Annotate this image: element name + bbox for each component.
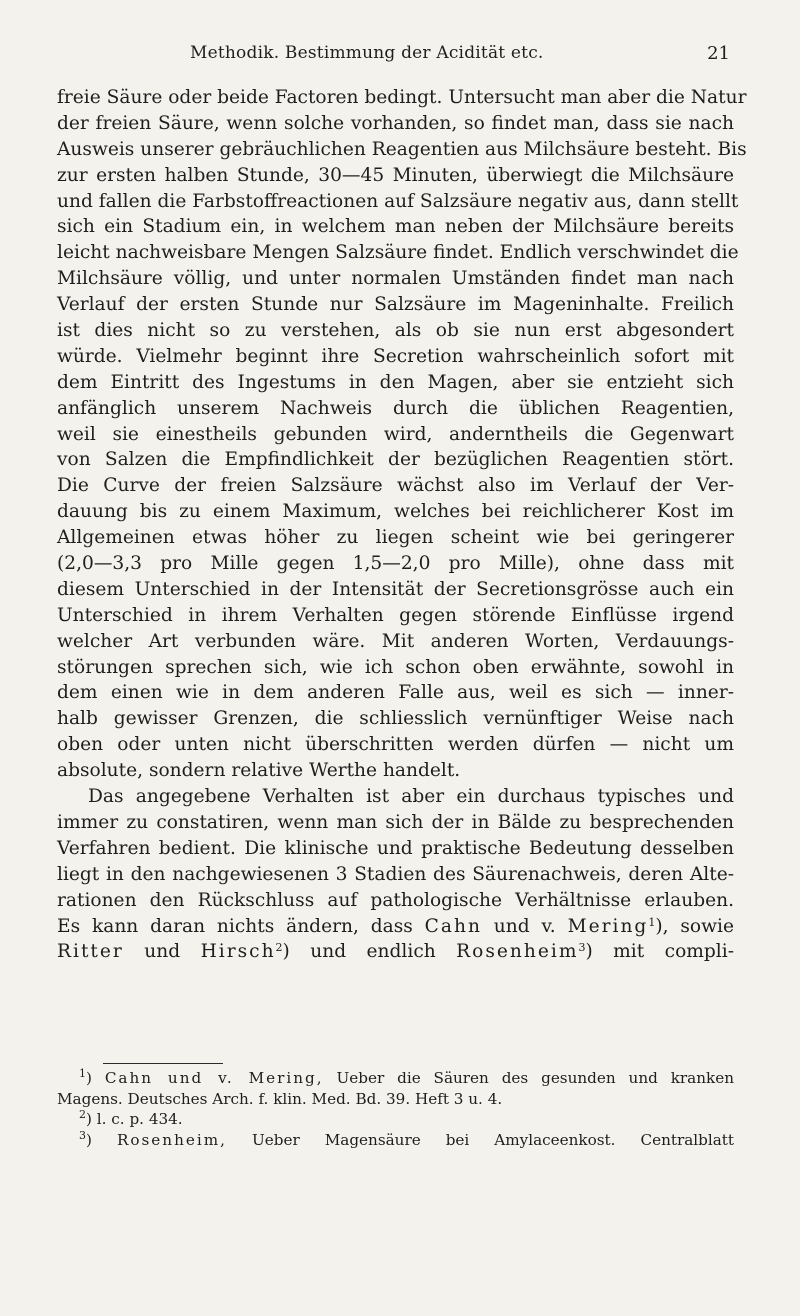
text-line: immer zu constatiren, wenn man sich der in Bälde zu besprechenden [57, 811, 734, 833]
text-line: dem Eintritt des Ingestums in den Magen, aber sie entzieht sich [57, 371, 734, 393]
footnote-2: $^2$) l. c. p. 434. [79, 1108, 183, 1128]
text-line: dem einen wie in dem anderen Falle aus, weil es sich — inner- [57, 682, 734, 704]
text-line: oben oder unten nicht überschritten werden dürfen — nicht um [57, 734, 734, 756]
page-number: 21 [707, 43, 730, 64]
footnote-3: $^3$) Rosenheim, Ueber Magensäure bei Amylaceenkost. Centralblatt [79, 1128, 734, 1149]
author-ritter: Ritter [57, 941, 124, 963]
text-line: störungen sprechen sich, wie ich schon oben erwähnte, sowohl in [57, 656, 734, 678]
footnote-marker: 2 [79, 1108, 86, 1121]
text-line: Verfahren bedient. Die klinische und praktische Bedeutung desselben [57, 837, 734, 859]
text-line: (2,0—3,3 pro Mille gegen 1,5—2,0 pro Mille), ohne dass mit [57, 553, 734, 575]
text-line: leicht nachweisbare Mengen Salzsäure findet. Endlich verschwindet die [57, 242, 739, 264]
citation-text: und [144, 941, 181, 963]
text-line: welcher Art verbunden wäre. Mit anderen Worten, Verdauungs- [57, 630, 734, 652]
author-cahn: Cahn [424, 915, 482, 937]
text-line: Allgemeinen etwas höher zu liegen scheint wie bei geringerer [57, 527, 734, 549]
text-line: weil sie einestheils gebunden wird, anderntheils die Gegenwart [57, 423, 734, 445]
citation-line [57, 914, 734, 940]
footnote-authors: Cahn und v. Mering, [104, 1069, 324, 1087]
text-line: rationen den Rückschluss auf pathologische Verhältnisse erlauben. [57, 889, 734, 911]
footnote-authors: Rosenheim, [116, 1130, 227, 1149]
text-line: ist dies nicht so zu verstehen, als ob sie nun erst abgesondert [57, 320, 734, 342]
text-line: Milchsäure völlig, und unter normalen Umständen findet man nach [57, 268, 734, 290]
citation-text: ) mit compli- [585, 941, 734, 963]
footnote-ref-2: 2 [275, 941, 283, 955]
paragraph-end-line: absolute, sondern relative Werthe handelt. [57, 760, 461, 782]
citation-text: und v. [493, 915, 556, 937]
text-line: anfänglich unserem Nachweis durch die üblichen Reagentien, [57, 397, 734, 419]
text-line: liegt in den nachgewiesenen 3 Stadien des Säurenachweis, deren Alte- [57, 863, 734, 885]
citation-text: Es kann daran nichts ändern, dass [57, 915, 413, 937]
footnote-ref-3: 3 [578, 941, 586, 955]
footnote-rule [103, 1063, 223, 1064]
text-line: von Salzen die Empfindlichkeit der bezüglichen Reagentien stört. [57, 449, 734, 471]
citation-line [57, 939, 734, 965]
footnote-ref-1: 1 [648, 915, 656, 929]
footnote-marker: 1 [79, 1067, 86, 1080]
text-line: sich ein Stadium ein, in welchem man neben der Milchsäure bereits [57, 216, 734, 238]
text-line: Die Curve der freien Salzsäure wächst also im Verlauf der Ver- [57, 475, 734, 497]
citation-text: ) und endlich [282, 941, 436, 963]
author-hirsch: Hirsch [200, 941, 276, 963]
text-line: würde. Vielmehr beginnt ihre Secretion wahrscheinlich sofort mit [57, 345, 734, 367]
text-line: halb gewisser Grenzen, die schliesslich vernünftiger Weise nach [57, 708, 734, 730]
author-mering: Mering [567, 915, 649, 937]
footnotes [57, 1068, 734, 1150]
text-line: zur ersten halben Stunde, 30—45 Minuten, überwiegt die Milchsäure [57, 164, 734, 186]
text-line: und fallen die Farbstoffreactionen auf Salzsäure negativ aus, dann stellt [57, 190, 739, 212]
text-line: dauung bis zu einem Maximum, welches bei reichlicherer Kost im [57, 501, 734, 523]
footnote-1: $^1$) Cahn und v. Mering, Ueber die Säuren des gesunden und kranken [79, 1067, 734, 1087]
text-line: der freien Säure, wenn solche vorhanden, so findet man, dass sie nach [57, 112, 734, 134]
running-head: Methodik. Bestimmung der Acidität etc. [190, 43, 544, 63]
footnote-marker: 3 [79, 1128, 86, 1142]
author-rosenheim: Rosenheim [456, 941, 579, 963]
text-line: Verlauf der ersten Stunde nur Salzsäure im Mageninhalte. Freilich [57, 294, 734, 316]
paragraph-start-line: Das angegebene Verhalten ist aber ein durchaus typisches und [88, 786, 734, 808]
footnote-text: Ueber die Säuren des gesunden und kranken [336, 1069, 734, 1087]
text-line: Unterschied in ihrem Verhalten gegen störende Einflüsse irgend [57, 604, 734, 626]
footnote-text: l. c. p. 434. [96, 1110, 183, 1128]
body-text [57, 85, 747, 965]
text-line: diesem Unterschied in der Intensität der Secretionsgrösse auch ein [57, 578, 734, 600]
footnote-text: Ueber Magensäure bei Amylaceenkost. Centralblatt [251, 1130, 734, 1149]
text-line: Ausweis unserer gebräuchlichen Reagentien aus Milchsäure besteht. Bis [57, 138, 747, 160]
citation-text: ), sowie [655, 915, 734, 937]
footnote-1-cont: Magens. Deutsches Arch. f. klin. Med. Bd. 39. Heft 3 u. 4. [57, 1089, 503, 1108]
page-header [190, 43, 730, 73]
text-line: freie Säure oder beide Factoren bedingt. Untersucht man aber die Natur [57, 87, 747, 108]
